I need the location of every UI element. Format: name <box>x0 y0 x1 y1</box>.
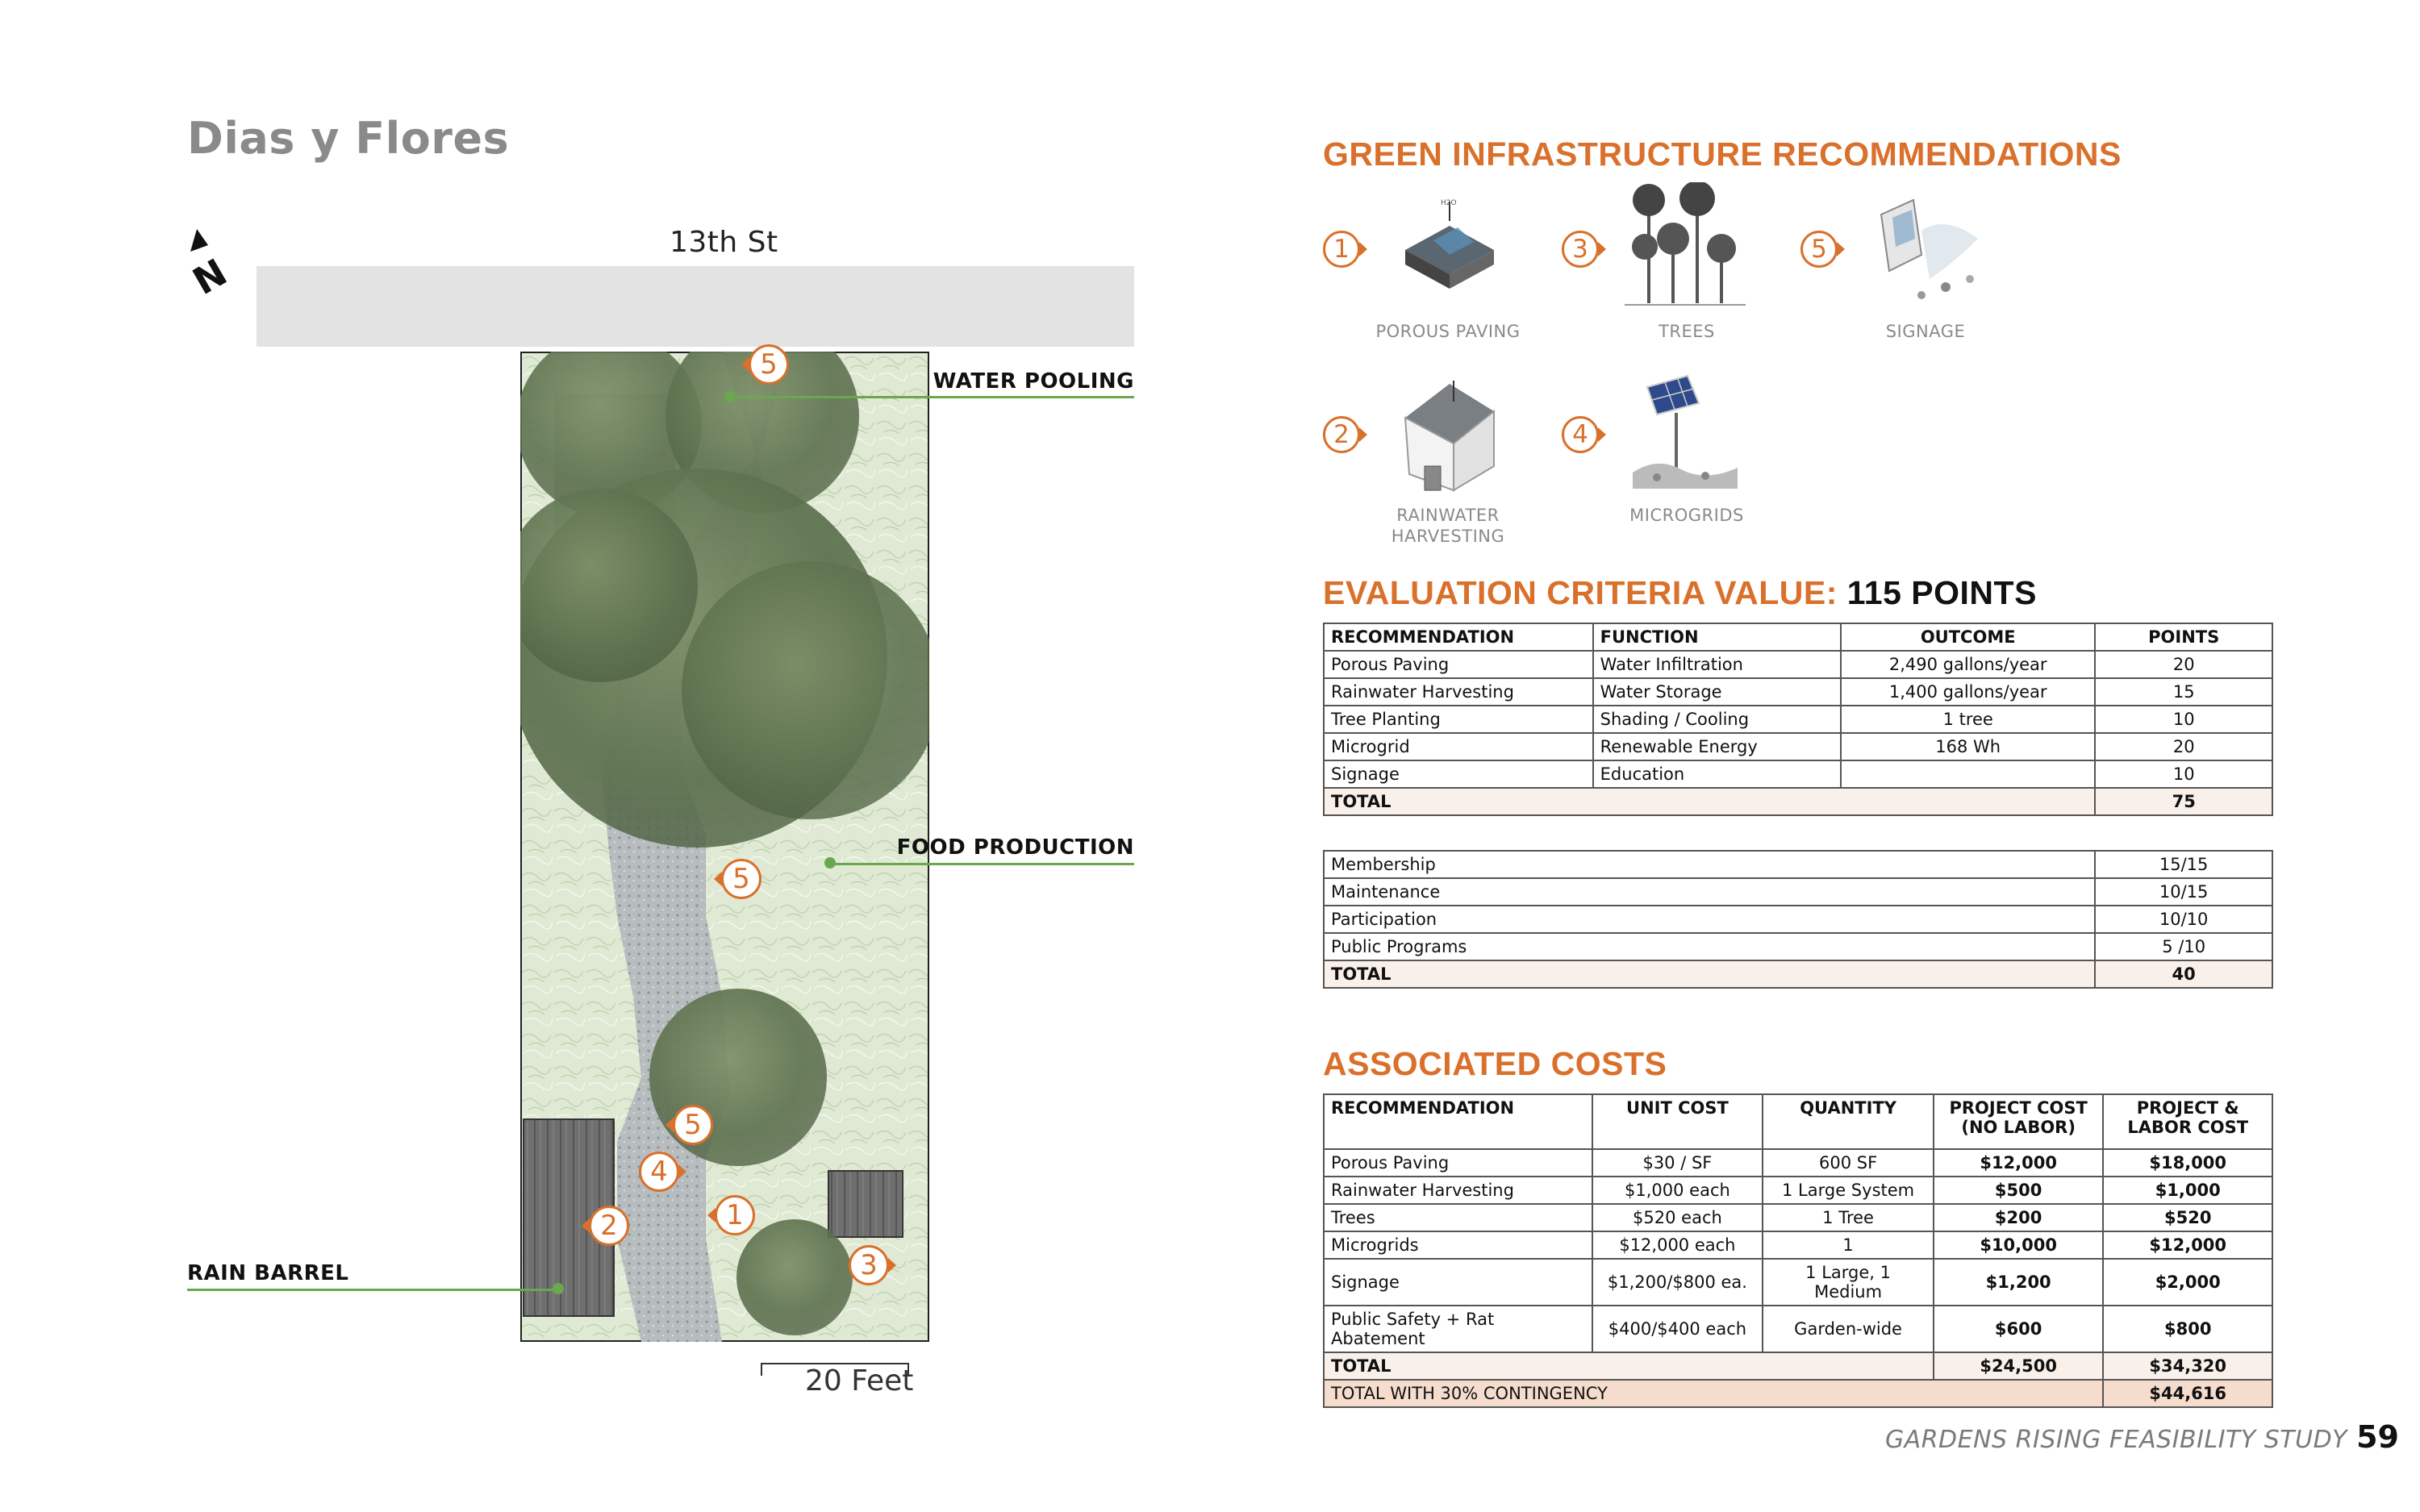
site-plan <box>520 352 929 1342</box>
table-row <box>1324 678 2272 706</box>
marker-arrow <box>678 1164 686 1179</box>
cell: $12,000 <box>1934 1149 2104 1177</box>
cell: $600 <box>1934 1306 2104 1352</box>
cell: Porous Paving <box>1324 651 1593 678</box>
table-row <box>1324 878 2272 906</box>
total-no-labor: $24,500 <box>1934 1352 2104 1380</box>
gi-number: 4 <box>1562 416 1599 453</box>
cell: $30 / SF <box>1592 1149 1763 1177</box>
signage-icon <box>1865 182 1994 311</box>
table-row <box>1324 760 2272 788</box>
cell: 1 <box>1763 1231 1934 1259</box>
map-marker[interactable] <box>582 1206 629 1246</box>
cell: $1,000 each <box>1592 1177 1763 1204</box>
total-row <box>1324 960 2272 988</box>
food-production-label: FOOD PRODUCTION <box>896 835 1134 860</box>
marker-number: 5 <box>749 344 789 385</box>
col-project-cost-line1: PROJECT COST <box>1949 1098 2088 1118</box>
cell: $1,200/$800 ea. <box>1592 1259 1763 1306</box>
rain-barrel-dot <box>553 1283 564 1294</box>
gi-number: 1 <box>1323 231 1360 268</box>
col-labor-cost-line2: LABOR COST <box>2127 1118 2249 1137</box>
cell: Microgrids <box>1324 1231 1592 1259</box>
cell: 15 <box>2095 678 2272 706</box>
water-pooling-dot <box>724 391 736 402</box>
microgrids-icon <box>1625 368 1746 497</box>
rain-barrel-line <box>187 1289 558 1291</box>
cell: Membership <box>1324 851 2095 878</box>
cell <box>1841 760 2095 788</box>
cell: 10 <box>2095 706 2272 733</box>
total-value: 75 <box>2095 788 2272 815</box>
col-function: FUNCTION <box>1593 623 1841 651</box>
cell: Microgrid <box>1324 733 1593 760</box>
h2o-text: H2O <box>1441 199 1457 207</box>
map-marker[interactable] <box>742 344 789 385</box>
marker-number: 5 <box>721 859 761 899</box>
table-row <box>1324 1231 2272 1259</box>
trees-icon <box>1625 182 1746 311</box>
street-label: 13th St <box>670 226 778 259</box>
table-row <box>1324 1149 2272 1177</box>
col-points: POINTS <box>2095 623 2272 651</box>
north-arrow-icon <box>184 227 240 300</box>
col-unit-cost: UNIT COST <box>1592 1094 1763 1149</box>
cell: 1 tree <box>1841 706 2095 733</box>
cell: Garden-wide <box>1763 1306 1934 1352</box>
gi-number-5 <box>1800 231 1845 268</box>
col-outcome: OUTCOME <box>1841 623 2095 651</box>
costs-table <box>1323 1093 2273 1408</box>
table-header-row <box>1324 623 2272 651</box>
cell: $10,000 <box>1934 1231 2104 1259</box>
cell: Renewable Energy <box>1593 733 1841 760</box>
gi-label-rainwater-harvesting: RAINWATER HARVESTING <box>1391 506 1505 546</box>
marker-number: 1 <box>715 1195 755 1235</box>
gi-arrow <box>1598 427 1606 442</box>
cell: 600 SF <box>1763 1149 1934 1177</box>
gi-number: 3 <box>1562 231 1599 268</box>
map-marker[interactable] <box>666 1105 713 1145</box>
map-marker[interactable] <box>708 1195 755 1235</box>
scale-label: 20 Feet <box>805 1364 914 1397</box>
evaluation-heading-label: EVALUATION CRITERIA VALUE: <box>1323 574 1838 611</box>
cell: Education <box>1593 760 1841 788</box>
cell: Participation <box>1324 906 2095 933</box>
table-header-row <box>1324 1094 2272 1149</box>
cell: $200 <box>1934 1204 2104 1231</box>
cell: 5 /10 <box>2095 933 2272 960</box>
cell: $520 each <box>1592 1204 1763 1231</box>
cell: 168 Wh <box>1841 733 2095 760</box>
table-row <box>1324 1306 2272 1352</box>
table-row <box>1324 1177 2272 1204</box>
north-label: N <box>185 250 235 300</box>
page-title: Dias y Flores <box>187 113 510 164</box>
cell: Shading / Cooling <box>1593 706 1841 733</box>
cell: $520 <box>2103 1204 2272 1231</box>
table-row <box>1324 1259 2272 1306</box>
page-number: 59 <box>2356 1419 2399 1455</box>
footer-study-title: GARDENS RISING FEASIBILITY STUDY <box>1884 1426 2347 1454</box>
cell: Tree Planting <box>1324 706 1593 733</box>
total-labor: $34,320 <box>2103 1352 2272 1380</box>
table-row <box>1324 933 2272 960</box>
food-production-dot <box>824 857 836 868</box>
table-row <box>1324 851 2272 878</box>
total-label: TOTAL <box>1324 960 2095 988</box>
marker-number: 2 <box>589 1206 629 1246</box>
gi-label-trees: TREES <box>1659 322 1715 341</box>
evaluation-points: 115 POINTS <box>1846 574 2037 611</box>
evaluation-heading <box>1323 574 2037 612</box>
col-labor-cost <box>2103 1094 2272 1149</box>
table-row <box>1324 706 2272 733</box>
cell: $400/$400 each <box>1592 1306 1763 1352</box>
cell: 1 Tree <box>1763 1204 1934 1231</box>
gi-number-3 <box>1562 231 1606 268</box>
cell: $2,000 <box>2103 1259 2272 1306</box>
total-label: TOTAL <box>1324 788 2095 815</box>
cell: Water Storage <box>1593 678 1841 706</box>
total-value: 40 <box>2095 960 2272 988</box>
cell: Public Programs <box>1324 933 2095 960</box>
evaluation-table <box>1323 623 2273 816</box>
cell: Maintenance <box>1324 878 2095 906</box>
street <box>257 266 1134 347</box>
cell: Rainwater Harvesting <box>1324 1177 1592 1204</box>
cell: 10 <box>2095 760 2272 788</box>
cell: 1,400 gallons/year <box>1841 678 2095 706</box>
rainwater-harvesting-icon <box>1389 369 1510 498</box>
cell: 1 Large System <box>1763 1177 1934 1204</box>
col-project-cost <box>1934 1094 2104 1149</box>
gi-arrow <box>1359 427 1367 442</box>
participation-table <box>1323 850 2273 989</box>
gi-number: 5 <box>1800 231 1838 268</box>
gi-label-signage: SIGNAGE <box>1885 322 1966 341</box>
cell: $1,200 <box>1934 1259 2104 1306</box>
cell: $18,000 <box>2103 1149 2272 1177</box>
table-row <box>1324 1204 2272 1231</box>
marker-number: 3 <box>849 1245 889 1285</box>
gi-number-2 <box>1323 416 1367 453</box>
contingency-row <box>1324 1380 2272 1407</box>
marker-number: 5 <box>673 1105 713 1145</box>
cell: $12,000 each <box>1592 1231 1763 1259</box>
water-pooling-line <box>730 396 1134 398</box>
cell: $800 <box>2103 1306 2272 1352</box>
costs-heading: ASSOCIATED COSTS <box>1323 1045 1667 1082</box>
col-project-cost-line2: (NO LABOR) <box>1961 1118 2076 1137</box>
cell: 1 Large, 1 Medium <box>1763 1259 1934 1306</box>
table-row <box>1324 733 2272 760</box>
map-marker[interactable] <box>639 1152 686 1192</box>
green-infra-heading: GREEN INFRASTRUCTURE RECOMMENDATIONS <box>1323 135 2122 173</box>
porous-paving-icon <box>1389 194 1510 306</box>
rain-barrel-label: RAIN BARREL <box>187 1261 349 1285</box>
gi-label-porous-paving: POROUS PAVING <box>1375 322 1521 341</box>
map-marker[interactable] <box>849 1245 896 1285</box>
total-label: TOTAL <box>1324 1352 1934 1380</box>
table-row <box>1324 651 2272 678</box>
marker-number: 4 <box>639 1152 679 1192</box>
cell: $1,000 <box>2103 1177 2272 1204</box>
cell: Signage <box>1324 760 1593 788</box>
col-recommendation: RECOMMENDATION <box>1324 623 1593 651</box>
total-row <box>1324 788 2272 815</box>
table-row <box>1324 906 2272 933</box>
cell: 2,490 gallons/year <box>1841 651 2095 678</box>
gi-arrow <box>1598 242 1606 256</box>
gi-label-microgrids: MICROGRIDS <box>1629 506 1744 525</box>
gi-number-1 <box>1323 231 1367 268</box>
total-row <box>1324 1352 2272 1380</box>
cell: Public Safety + Rat Abatement <box>1324 1306 1592 1352</box>
contingency-label: TOTAL WITH 30% CONTINGENCY <box>1324 1380 2103 1407</box>
cell: $500 <box>1934 1177 2104 1204</box>
col-labor-cost-line1: PROJECT & <box>2136 1098 2239 1118</box>
col-recommendation: RECOMMENDATION <box>1324 1094 1592 1149</box>
cell: Water Infiltration <box>1593 651 1841 678</box>
cell: Rainwater Harvesting <box>1324 678 1593 706</box>
marker-arrow <box>888 1258 896 1272</box>
cell: Trees <box>1324 1204 1592 1231</box>
cell: 15/15 <box>2095 851 2272 878</box>
cell: Signage <box>1324 1259 1592 1306</box>
gi-arrow <box>1837 242 1845 256</box>
cell: $12,000 <box>2103 1231 2272 1259</box>
cell: 20 <box>2095 651 2272 678</box>
cell: 20 <box>2095 733 2272 760</box>
map-marker[interactable] <box>715 859 761 899</box>
cell: 10/10 <box>2095 906 2272 933</box>
contingency-value: $44,616 <box>2103 1380 2272 1407</box>
food-production-line <box>831 863 1134 865</box>
gi-number-4 <box>1562 416 1606 453</box>
water-pooling-label: WATER POOLING <box>933 369 1134 394</box>
gi-arrow <box>1359 242 1367 256</box>
gi-number: 2 <box>1323 416 1360 453</box>
cell: 10/15 <box>2095 878 2272 906</box>
col-quantity: QUANTITY <box>1763 1094 1934 1149</box>
cell: Porous Paving <box>1324 1149 1592 1177</box>
